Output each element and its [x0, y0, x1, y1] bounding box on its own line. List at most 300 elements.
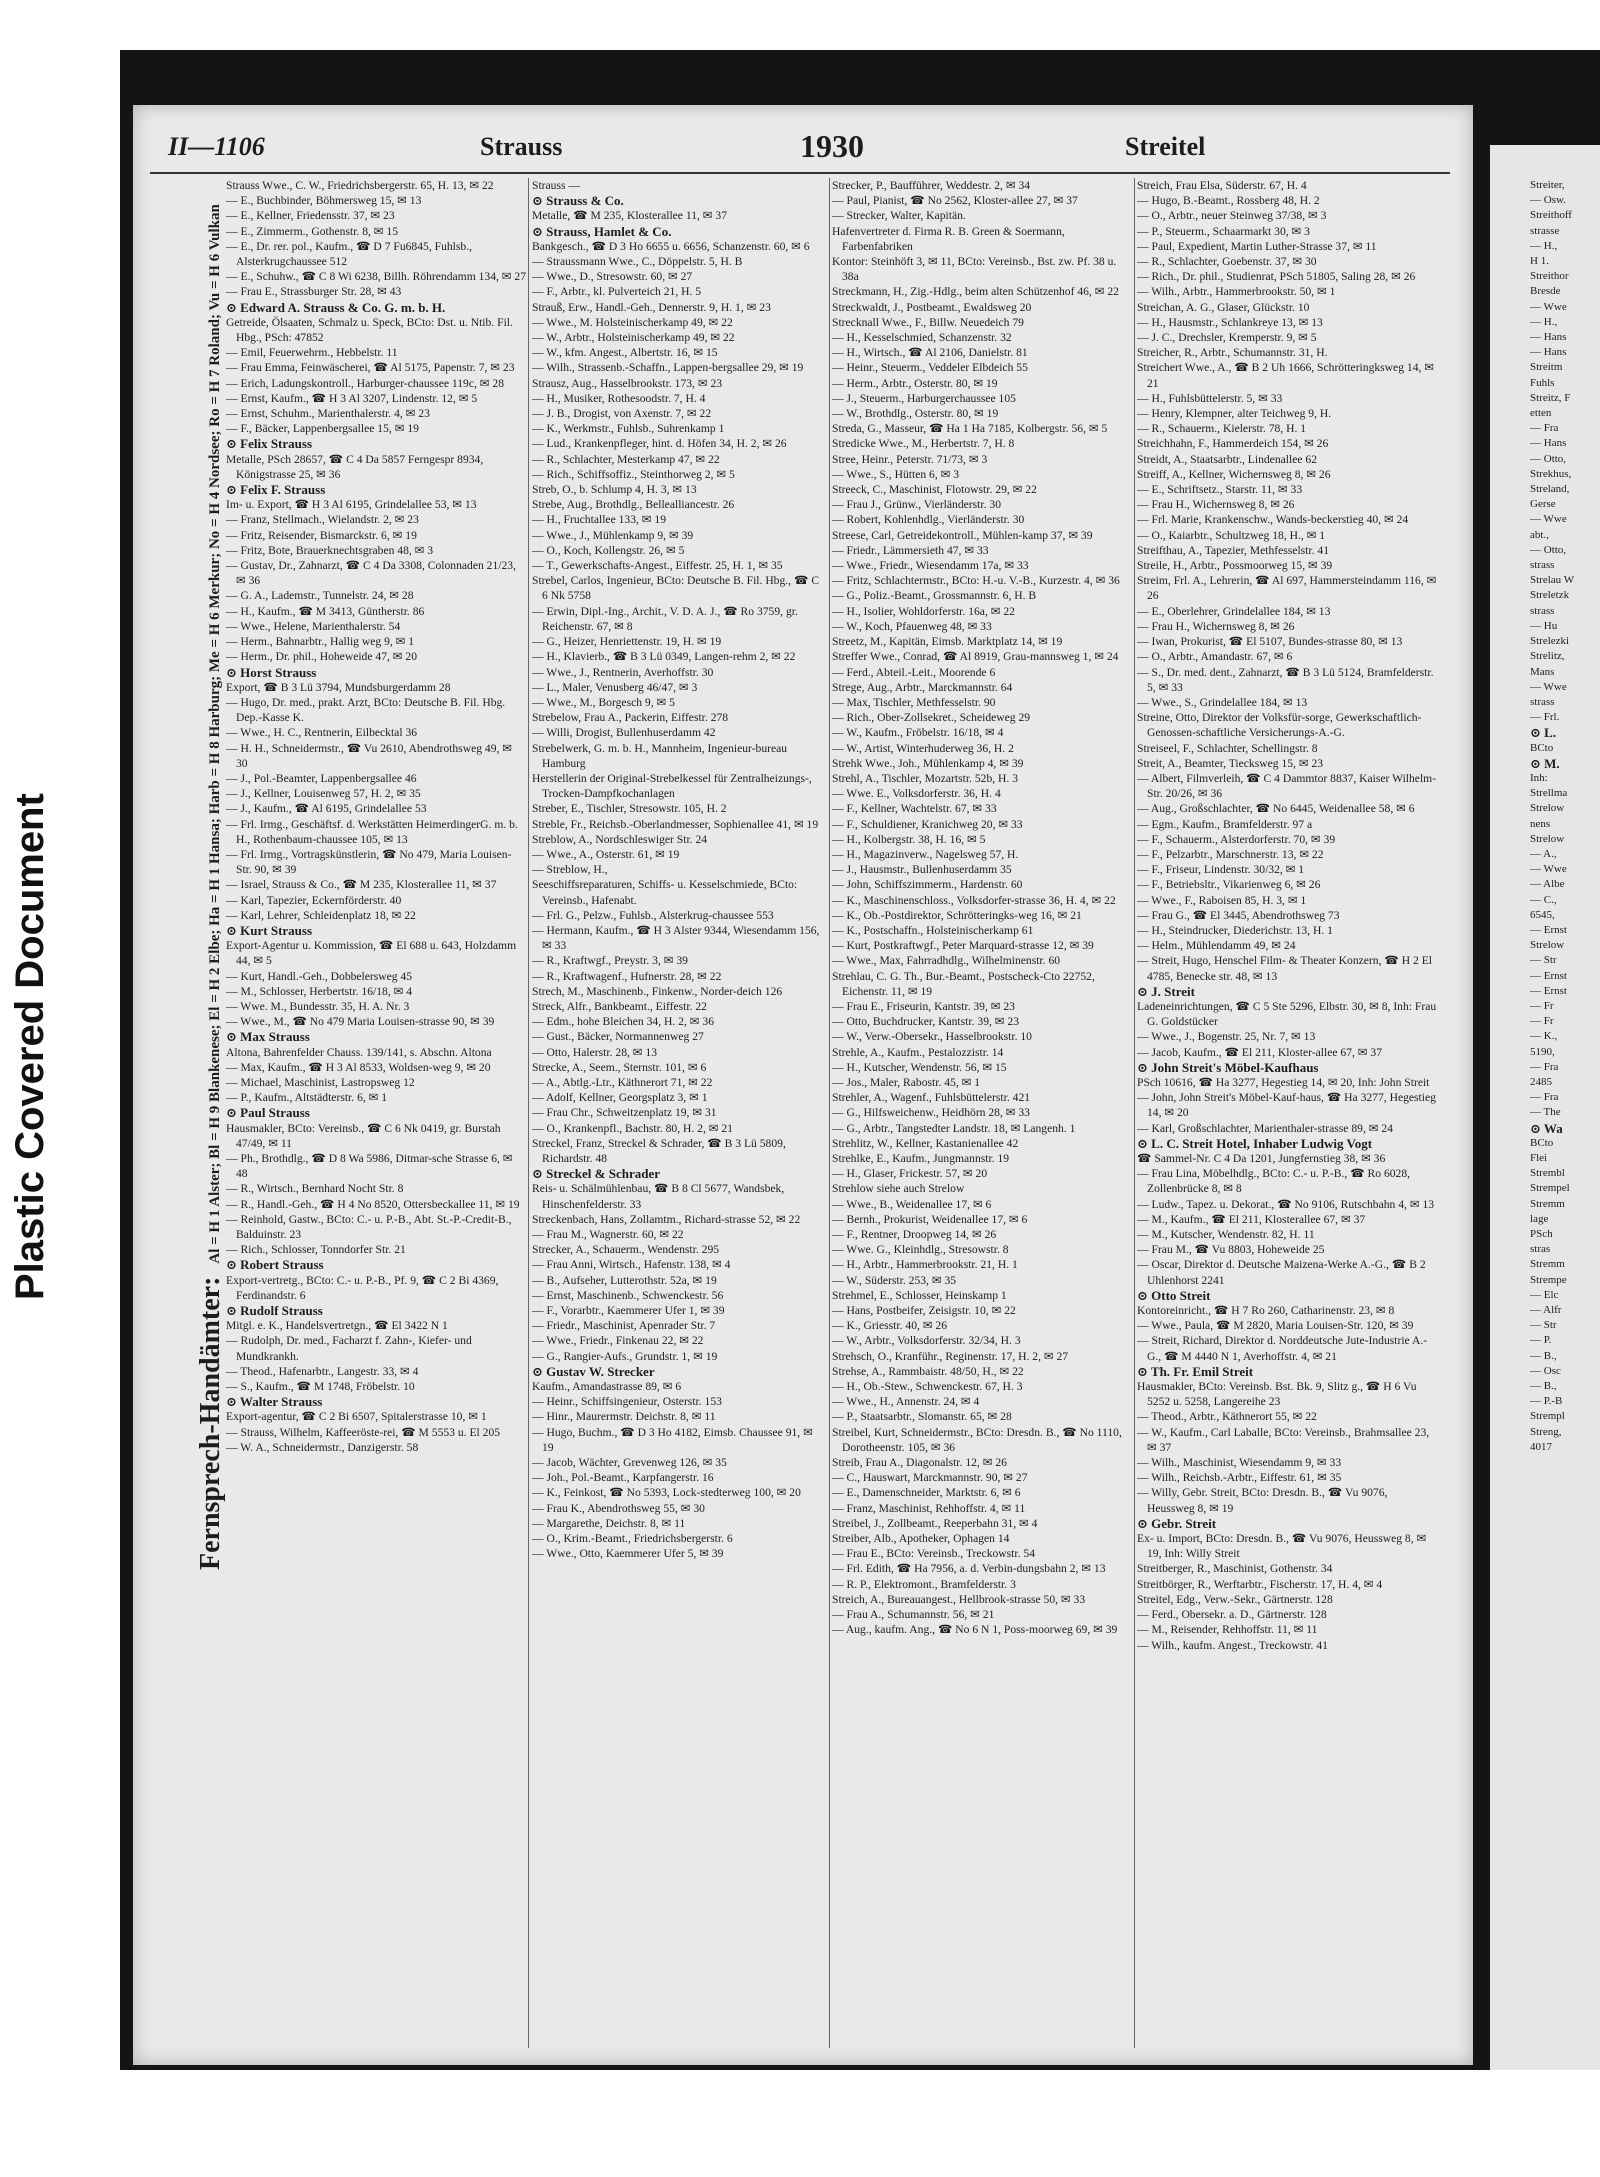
directory-entry: — Paul, Expedient, Martin Luther-Strasse 37, ✉ 11: [1137, 239, 1377, 253]
directory-entry: — Hugo, Dr. med., prakt. Arzt, BCto: Deutsche B. Fil. Hbg. Dep.-Kasse K.: [226, 695, 506, 725]
directory-entry: — Elc: [1530, 1288, 1559, 1301]
directory-entry: — B., Aufseher, Lutterothstr. 52a, ✉ 19: [532, 1273, 717, 1287]
directory-entry: — Wwe. E., Volksdorferstr. 36, H. 4: [832, 787, 1001, 801]
top-margin: [120, 0, 1600, 50]
directory-entry: Strekhus,: [1530, 467, 1572, 480]
directory-entry: — H., Klavierb., ☎ B 3 Lü 0349, Langen-rehm 2, ✉ 22: [532, 650, 796, 664]
directory-entry: Altona, Bahrenfelder Chauss. 139/141, s. Abschn. Altona: [226, 1045, 492, 1059]
directory-entry: — W., Kaufm., Carl Laballe, BCto: Vereinsb., Brahmsallee 23, ✉ 37: [1137, 1425, 1430, 1454]
directory-entry: — H., Ob.-Stew., Schwenckestr. 67, H. 3: [832, 1380, 1023, 1394]
directory-entry: — Osc: [1530, 1364, 1561, 1377]
telephone-exchange-strip: [195, 170, 229, 1570]
directory-entry: Inh:: [1530, 771, 1548, 784]
directory-entry: — Wwe., M., Borgesch 9, ✉ 5: [532, 695, 675, 709]
directory-entry: — John, John Streit's Möbel-Kauf-haus, ☎ Ha 3277, Hegestieg 14, ✉ 20: [1137, 1091, 1436, 1120]
directory-entry: — Wwe., J., Rentnerin, Averhoffstr. 30: [532, 665, 714, 679]
directory-entry: — Robert, Kohlenhdlg., Vierländerstr. 30: [832, 513, 1025, 527]
directory-entry: — C., Hauswart, Marckmannstr. 90, ✉ 27: [832, 1471, 1028, 1485]
directory-entry: — R., Kraftwagenf., Hufnerstr. 28, ✉ 22: [532, 969, 722, 983]
directory-entry: ⊙ Th. Fr. Emil Streit: [1137, 1363, 1254, 1379]
directory-entry: — W., Süderstr. 253, ✉ 35: [832, 1273, 957, 1287]
directory-entry: — F., Vorarbtr., Kaemmerer Ufer 1, ✉ 39: [532, 1304, 725, 1318]
directory-entry: Streda, G., Masseur, ☎ Ha 1 Ha 7185, Kolbergstr. 56, ✉ 5: [832, 422, 1108, 436]
directory-entry: — Wwe., M. Holsteinischerkamp 49, ✉ 22: [532, 315, 733, 329]
directory-entry: ⊙ Max Strauss: [226, 1029, 310, 1045]
directory-entry: — G., Poliz.-Beamt., Grossmannstr. 6, H. B: [832, 589, 1037, 603]
directory-entry: — Willy, Gebr. Streit, BCto: Dresdn. B., ☎ Vu 9076, Heussweg 8, ✉ 19: [1137, 1486, 1388, 1515]
directory-entry: Streber, E., Tischler, Stresowstr. 105, H. 2: [532, 802, 727, 816]
directory-entry: ⊙ L. C. Streit Hotel, Inhaber Ludwig Vogt: [1137, 1135, 1373, 1151]
directory-entry: Streiber, Alb., Apotheker, Ophagen 14: [832, 1532, 1010, 1546]
directory-entry: Strehlau, C. G. Th., Bur.-Beamt., Postscheck-Cto 22752, Eichenstr. 11, ✉ 19: [832, 969, 1095, 998]
directory-entry: Export-vertretg., BCto: C.- u. P.-B., Pf. 9, ☎ C 2 Bi 4369, Ferdinandstr. 6: [226, 1273, 499, 1302]
directory-entry: — Gustav, Dr., Zahnarzt, ☎ C 4 Da 3308, Colonnaden 21/23, ✉ 36: [226, 559, 516, 588]
directory-entry: — H.,: [1530, 315, 1558, 328]
directory-entry: — W., Artist, Winterhuderweg 36, H. 2: [832, 741, 1014, 755]
directory-entry: — Gust., Bäcker, Normannenweg 27: [532, 1030, 704, 1044]
directory-entry: — Wwe., Helene, Marienthalerstr. 54: [226, 619, 401, 633]
column-divider: [528, 178, 529, 2048]
directory-entry: Streichan, A. G., Glaser, Glückstr. 10: [1137, 300, 1310, 314]
directory-entry: — Wilh., kaufm. Angest., Treckowstr. 41: [1137, 1638, 1328, 1652]
directory-entry: — E., Dr. rer. pol., Kaufm., ☎ D 7 Fu6845, Fuhlsb., Alsterkrugchaussee 512: [226, 239, 472, 269]
directory-entry: — Rich., Dr. phil., Studienrat, PSch 51805, Saling 28, ✉ 26: [1137, 270, 1416, 284]
directory-entry: — Wwe., J., Mühlenkamp 9, ✉ 39: [532, 528, 694, 542]
directory-entry: — Friedr., Lämmersieth 47, ✉ 33: [832, 543, 989, 557]
directory-entry: — Otto, Buchdrucker, Kantstr. 39, ✉ 23: [832, 1015, 1019, 1029]
directory-entry: — Frau E., BCto: Vereinsb., Treckowstr. 54: [832, 1547, 1036, 1561]
directory-entry: — Ferd., Abteil.-Leit., Moorende 6: [832, 665, 996, 679]
directory-entry: — W., kfm. Angest., Albertstr. 16, ✉ 15: [532, 346, 718, 360]
directory-entry: strass: [1530, 604, 1555, 617]
directory-entry: — W., Verw.-Obersekr., Hasselbrookstr. 10: [832, 1030, 1032, 1044]
directory-entry: Hafenvertreter d. Firma R. B. Green & Soermann, Farbenfabriken: [832, 224, 1065, 253]
directory-entry: — Frau M., ☎ Vu 8803, Hoheweide 25: [1137, 1243, 1325, 1257]
directory-entry: — Fritz, Schlachtermstr., BCto: H.-u. V.-B., Kurzestr. 4, ✉ 36: [832, 574, 1120, 588]
directory-entry: — Strauss, Wilhelm, Kaffeeröste-rei, ☎ M 5553 u. El 205: [226, 1425, 501, 1439]
directory-entry: Streib, Frau A., Diagonalstr. 12, ✉ 26: [832, 1456, 1007, 1470]
directory-entry: Strege, Aug., Arbtr., Marckmannstr. 64: [832, 680, 1013, 694]
directory-entry: etten: [1530, 407, 1552, 420]
directory-entry: Strecker, A., Schauerm., Wendenstr. 295: [532, 1243, 720, 1257]
directory-entry: — R., Kraftwgf., Preystr. 3, ✉ 39: [532, 954, 688, 968]
directory-entry: ☎ Sammel-Nr. C 4 Da 1201, Jungfernstieg 38, ✉ 36: [1137, 1152, 1386, 1165]
directory-entry: ⊙ Paul Strauss: [226, 1105, 310, 1121]
directory-entry: — S., Dr. med. dent., Zahnarzt, ☎ B 3 Lü 5124, Bramfelderstr. 5, ✉ 33: [1137, 665, 1434, 694]
directory-entry: — Wwe., S., Hütten 6, ✉ 3: [832, 467, 960, 481]
directory-entry: — Franz, Stellmach., Wielandstr. 2, ✉ 23: [226, 513, 419, 527]
directory-entry: — Rudolph, Dr. med., Facharzt f. Zahn-, Kiefer- und Mundkrankh.: [226, 1334, 472, 1363]
column-divider: [1134, 178, 1135, 2048]
directory-entry: Strehle, A., Kaufm., Pestalozzistr. 14: [832, 1045, 1004, 1059]
directory-entry: Strelow: [1530, 939, 1565, 952]
directory-entry: — Egm., Kaufm., Bramfelderstr. 97 a: [1137, 817, 1313, 831]
strip-lines: Al = H 1 Alster; Bl = H 9 Blankenese; El = H 2 Elbe; Ha = H 1 Hansa; Harb = H 8 Harburg; Me = H 6 Merkur; No = H 4 Nordsee; Ro = H 7 Roland; Vu = H 6 Vulkan: [207, 204, 223, 1264]
directory-entry: Streck, Alfr., Bankbeamt., Eiffestr. 22: [532, 999, 707, 1013]
strip-title: Fernsprech-Handämter:: [195, 1276, 226, 1570]
directory-entry: — Wwe., D., Stresowstr. 60, ✉ 27: [532, 270, 693, 284]
directory-entry: Ex- u. Import, BCto: Dresdn. B., ☎ Vu 9076, Heussweg 8, ✉ 19, Inh: Willy Streit: [1137, 1532, 1427, 1561]
directory-entry: ⊙ Horst Strauss: [226, 664, 317, 680]
directory-entry: Metalle, ☎ M 235, Klosterallee 11, ✉ 37: [532, 209, 728, 223]
column-3: [832, 178, 1132, 2048]
directory-entry: — P., Steuerm., Schaarmarkt 30, ✉ 3: [1137, 224, 1310, 238]
directory-entry: — Wwe: [1530, 300, 1567, 313]
directory-entry: — Edm., hohe Bleichen 34, H. 2, ✉ 36: [532, 1015, 714, 1029]
directory-entry: Strecke, A., Seem., Sternstr. 101, ✉ 6: [532, 1060, 707, 1074]
directory-entry: Streletzk: [1530, 589, 1570, 602]
directory-entry: Ladeneinrichtungen, ☎ C 5 Ste 5296, Elbstr. 30, ✉ 8, Inh: Frau G. Goldstücker: [1137, 999, 1437, 1029]
bottom-margin: [120, 2070, 1600, 2177]
directory-entry: — F., Kellner, Wachtelstr. 67, ✉ 33: [832, 802, 997, 816]
directory-entry: Streitz, F: [1530, 391, 1571, 404]
directory-entry: Strauss —: [532, 179, 580, 192]
directory-entry: ⊙ Streckel & Schrader: [532, 1166, 660, 1182]
directory-entry: Metalle, PSch 28657, ☎ C 4 Da 5857 Ferngespr 8934, Königstrasse 25, ✉ 36: [226, 452, 484, 481]
directory-entry: — John, Schiffszimmerm., Hardenstr. 60: [832, 878, 1023, 892]
directory-entry: — K., Griesstr. 40, ✉ 26: [832, 1319, 948, 1333]
directory-entry: Mitgl. e. K., Handelsvertretgn., ☎ El 3422 N 1: [226, 1319, 448, 1333]
directory-entry: Herstellerin der Original-Strebelkessel für Zentralheizungs-, Trocken-Dampfkochanlagen: [532, 771, 812, 801]
directory-entry: — Jacob, Kaufm., ☎ El 211, Kloster-allee 67, ✉ 37: [1137, 1045, 1383, 1059]
directory-entry: — Frau H., Wichernsweg 8, ✉ 26: [1137, 619, 1295, 633]
directory-entry: — Ernst: [1530, 969, 1567, 982]
directory-entry: Reis- u. Schälmühlenbau, ☎ B 8 Cl 5677, Wandsbek, Hinschenfelderstr. 33: [532, 1182, 785, 1211]
directory-entry: Fuhls: [1530, 376, 1555, 389]
directory-entry: — E., Schriftsetz., Starstr. 11, ✉ 33: [1137, 483, 1303, 497]
directory-entry: Strauß, Erw., Handl.-Geh., Dennerstr. 9, H. 1, ✉ 23: [532, 300, 771, 314]
directory-entry: Streckenbach, Hans, Zollamtm., Richard-strasse 52, ✉ 22: [532, 1212, 801, 1226]
directory-entry: 6545,: [1530, 908, 1555, 921]
directory-entry: — Helm., Mühlendamm 49, ✉ 24: [1137, 939, 1296, 953]
directory-entry: — R. P., Elektromont., Bramfelderstr. 3: [832, 1577, 1016, 1591]
directory-entry: ⊙ Strauss, Hamlet & Co.: [532, 223, 672, 239]
column-2: [532, 178, 827, 2048]
directory-entry: — Str: [1530, 954, 1557, 967]
directory-entry: Strellma: [1530, 787, 1568, 800]
directory-entry: Streidt, A., Staatsarbtr., Lindenallee 62: [1137, 452, 1317, 466]
directory-entry: — A., Abtlg.-Ltr., Käthnerort 71, ✉ 22: [532, 1075, 713, 1089]
directory-entry: Strelezki: [1530, 635, 1570, 648]
directory-entry: strass: [1530, 559, 1555, 572]
header-year: 1930: [800, 128, 864, 164]
directory-entry: strass: [1530, 695, 1555, 708]
directory-entry: — P.-B: [1530, 1395, 1563, 1408]
directory-entry: — Hugo, B.-Beamt., Rossberg 48, H. 2: [1137, 194, 1320, 208]
directory-entry: — G. A., Lademstr., Tunnelstr. 24, ✉ 28: [226, 589, 414, 603]
directory-entry: Streitm: [1530, 361, 1563, 374]
directory-entry: Strehlow siehe auch Strelow: [832, 1182, 965, 1196]
directory-entry: — Fritz, Reisender, Bismarckstr. 6, ✉ 19: [226, 528, 417, 542]
directory-entry: — Max, Kaufm., ☎ H 3 Al 8533, Woldsen-weg 9, ✉ 20: [226, 1060, 491, 1074]
directory-entry: Strehse, A., Rammbaistr. 48/50, H., ✉ 22: [832, 1364, 1024, 1378]
directory-entry: Export-Agentur u. Kommission, ☎ El 688 u. 643, Holzdamm 44, ✉ 5: [226, 939, 517, 968]
directory-entry: — E., Zimmerm., Gothenstr. 8, ✉ 15: [226, 224, 399, 238]
directory-entry: Strembl: [1530, 1167, 1565, 1180]
directory-entry: — Frl. Irmg., Geschäftsf. d. Werkstätten HeimerdingerG. m. b. H., Rothenbaum-chaussee 105, ✉ 13: [226, 817, 518, 846]
directory-entry: Hausmakler, BCto: Vereinsb. Bst. Bk. 9, Slitz g., ☎ H 6 Vu 5252 u. 5258, Langereihe 23: [1137, 1380, 1417, 1409]
directory-entry: PSch 10616, ☎ Ha 3277, Hegestieg 14, ✉ 20, Inh: John Streit: [1137, 1075, 1430, 1089]
directory-entry: — Karl, Großschlachter, Marienthaler-strasse 89, ✉ 24: [1137, 1121, 1393, 1135]
directory-entry: — Lud., Krankenpfleger, hint. d. Höfen 34, H. 2, ✉ 26: [532, 437, 787, 451]
directory-entry: — Streit, Richard, Direktor d. Norddeutsche Jute-Industrie A.-G., ☎ M 4440 N 1, Averhoffstr. 4, ✉ 21: [1137, 1334, 1428, 1363]
directory-entry: — Frau Lina, Möbelhdlg., BCto: C.- u. P.-B., ☎ Ro 6028, Zollenbrücke 8, ✉ 8: [1137, 1167, 1411, 1196]
directory-entry: — W., Kaufm., Fröbelstr. 16/18, ✉ 4: [832, 726, 1004, 740]
directory-entry: Streland,: [1530, 483, 1570, 496]
directory-entry: Strelow: [1530, 832, 1565, 845]
directory-entry: — Hans: [1530, 437, 1567, 450]
directory-entry: — Herm., Arbtr., Osterstr. 80, ✉ 19: [832, 376, 998, 390]
directory-entry: ⊙ Gustav W. Strecker: [532, 1363, 655, 1379]
directory-entry: — Wwe., S., Grindelallee 184, ✉ 13: [1137, 695, 1308, 709]
directory-entry: Strempel: [1530, 1182, 1570, 1195]
directory-entry: — Wwe., H. C., Rentnerin, Eilbecktal 36: [226, 726, 418, 740]
directory-entry: — W., Brothdlg., Osterstr. 80, ✉ 19: [832, 407, 999, 421]
directory-entry: nens: [1530, 817, 1551, 830]
directory-entry: — E., Oberlehrer, Grindelallee 184, ✉ 13: [1137, 604, 1331, 618]
directory-entry: Streitberger, R., Maschinist, Gothenstr. 34: [1137, 1562, 1333, 1576]
header-left-name: Strauss: [480, 132, 563, 161]
directory-entry: — M., Schlosser, Herbertstr. 16/18, ✉ 4: [226, 984, 413, 998]
directory-entry: — H., Magazinverw., Nagelsweg 57, H.: [832, 847, 1019, 861]
directory-entry: — S., Kaufm., ☎ M 1748, Fröbelstr. 10: [226, 1380, 415, 1394]
directory-entry: — Karl, Tapezier, Eckernförderstr. 40: [226, 893, 402, 907]
directory-entry: — Ludw., Tapez. u. Dekorat., ☎ No 9106, Rutschbahn 4, ✉ 13: [1137, 1197, 1435, 1211]
directory-entry: ⊙ Strauss & Co.: [532, 193, 624, 209]
page-header: [150, 128, 1450, 172]
directory-entry: — Wwe., Friedr., Finkenau 22, ✉ 22: [532, 1334, 704, 1348]
directory-entry: — J. B., Drogist, von Axenstr. 7, ✉ 22: [532, 407, 712, 421]
directory-entry: ⊙ L.: [1530, 725, 1557, 741]
directory-entry: Strehmel, E., Schlosser, Heinskamp 1: [832, 1288, 1007, 1302]
directory-entry: — Wwe., F., Raboisen 85, H. 3, ✉ 1: [1137, 893, 1307, 907]
directory-entry: lage: [1530, 1212, 1549, 1225]
directory-entry: — P.: [1530, 1334, 1552, 1347]
directory-entry: — Frau K., Abendrothsweg 55, ✉ 30: [532, 1501, 705, 1515]
column-5-partial: [1530, 178, 1600, 2048]
directory-entry: ⊙ Walter Strauss: [226, 1394, 323, 1410]
directory-entry: — O., Arbtr., neuer Steinweg 37/38, ✉ 3: [1137, 209, 1327, 223]
directory-entry: — R., Handl.-Geh., ☎ H 4 No 8520, Ottersbeckallee 11, ✉ 19: [226, 1197, 520, 1211]
directory-entry: — E., Buchbinder, Böhmersweg 15, ✉ 13: [226, 194, 422, 208]
directory-entry: ⊙ Gebr. Streit: [1137, 1515, 1217, 1531]
directory-entry: — Wwe., B., Weidenallee 17, ✉ 6: [832, 1197, 992, 1211]
directory-entry: — Hans: [1530, 346, 1567, 359]
directory-entry: 5190,: [1530, 1045, 1555, 1058]
directory-entry: — Hu: [1530, 619, 1558, 632]
directory-entry: ⊙ John Streit's Möbel-Kaufhaus: [1137, 1059, 1319, 1075]
directory-entry: — Fra: [1530, 1091, 1559, 1104]
directory-entry: — Albe: [1530, 878, 1565, 891]
directory-entry: — M., Reisender, Rehhoffstr. 11, ✉ 11: [1137, 1623, 1318, 1637]
directory-entry: 2485: [1530, 1075, 1552, 1088]
directory-entry: — H., Kesselschmied, Schanzenstr. 32: [832, 331, 1012, 345]
directory-entry: — Jacob, Wächter, Grevenweg 126, ✉ 35: [532, 1456, 727, 1470]
directory-entry: — Wwe. G., Kleinhdlg., Stresowstr. 8: [832, 1243, 1009, 1257]
directory-entry: — G., Arbtr., Tangstedter Landstr. 18, ✉ Langenh. 1: [832, 1121, 1076, 1135]
directory-entry: — Israel, Strauss & Co., ☎ M 235, Klosterallee 11, ✉ 37: [226, 878, 497, 892]
directory-entry: — Albert, Filmverleih, ☎ C 4 Dammtor 8837, Kaiser Wilhelm-Str. 20/26, ✉ 36: [1137, 771, 1437, 801]
directory-entry: — Hinr., Maurermstr. Deichstr. 8, ✉ 11: [532, 1410, 716, 1424]
directory-entry: — Wwe. M., Bundesstr. 35, H. A. Nr. 3: [226, 999, 410, 1013]
directory-entry: — J., Steuerm., Harburgerchaussee 105: [832, 391, 1016, 405]
directory-entry: — W., Arbtr., Volksdorferstr. 32/34, H. 3: [832, 1334, 1021, 1348]
directory-entry: Strausz, Aug., Hasselbrookstr. 173, ✉ 23: [532, 376, 723, 390]
directory-entry: — Wwe: [1530, 863, 1567, 876]
directory-entry: Streibel, J., Zollbeamt., Reeperbahn 31, ✉ 4: [832, 1516, 1038, 1530]
directory-entry: — K., Feinkost, ☎ No 5393, Lock-stedterweg 100, ✉ 20: [532, 1486, 801, 1500]
directory-entry: — Oscar, Direktor d. Deutsche Maizena-Werke A.-G., ☎ B 2 Uhlenhorst 2241: [1137, 1258, 1426, 1287]
directory-entry: — Rich., Schlosser, Tonndorfer Str. 21: [226, 1243, 406, 1257]
directory-entry: Strecknall Wwe., F., Billw. Neuedeich 79: [832, 315, 1024, 329]
directory-entry: — Frau A., Schumannstr. 56, ✉ 21: [832, 1608, 995, 1622]
directory-entry: Gerse: [1530, 498, 1556, 511]
directory-entry: Strempl: [1530, 1410, 1565, 1423]
directory-entry: — Joh., Pol.-Beamt., Karpfangerstr. 16: [532, 1471, 714, 1485]
directory-entry: ⊙ Wa: [1530, 1120, 1563, 1136]
directory-entry: — O., Krankenpfl., Bachstr. 80, H. 2, ✉ 21: [532, 1121, 733, 1135]
directory-entry: Strelau W: [1530, 574, 1575, 587]
directory-entry: ⊙ Robert Strauss: [226, 1257, 324, 1273]
directory-entry: — Heinr., Schiffsingenieur, Osterstr. 153: [532, 1395, 722, 1409]
directory-entry: — Fr: [1530, 1015, 1554, 1028]
directory-entry: — H., Kaufm., ☎ M 3413, Güntherstr. 86: [226, 604, 425, 618]
directory-entry: ⊙ Otto Streit: [1137, 1287, 1211, 1303]
directory-entry: Mans: [1530, 665, 1555, 678]
directory-entry: — B.,: [1530, 1349, 1557, 1362]
directory-entry: Stremm: [1530, 1197, 1565, 1210]
directory-entry: — Erwin, Dipl.-Ing., Archit., V. D. A. J., ☎ Ro 3759, gr. Reichenstr. 67, ✉ 8: [532, 604, 798, 633]
directory-entry: — Otto, Halerstr. 28, ✉ 13: [532, 1045, 657, 1059]
directory-entry: — Herm., Bahnarbtr., Hallig weg 9, ✉ 1: [226, 635, 415, 649]
directory-entry: — Ernst, Kaufm., ☎ H 3 Al 3207, Lindenstr. 12, ✉ 5: [226, 391, 478, 405]
directory-entry: — The: [1530, 1106, 1561, 1119]
directory-entry: — Frau H., Wichernsweg 8, ✉ 26: [1137, 498, 1295, 512]
directory-entry: — Otto,: [1530, 543, 1567, 556]
directory-entry: Strehlitz, W., Kellner, Kastanienallee 42: [832, 1136, 1019, 1150]
directory-entry: — Ernst, Maschinenb., Schwenckestr. 56: [532, 1288, 724, 1302]
directory-entry: — A.,: [1530, 847, 1557, 860]
directory-entry: — Michael, Maschinist, Lastropsweg 12: [226, 1075, 415, 1089]
directory-entry: Streffer Wwe., Conrad, ☎ Al 8919, Grau-mannsweg 1, ✉ 24: [832, 650, 1119, 664]
directory-entry: ⊙ Edward A. Strauss & Co. G. m. b. H.: [226, 299, 446, 315]
directory-entry: Strauss Wwe., C. W., Friedrichsbergerstr. 65, H. 13, ✉ 22: [226, 179, 494, 192]
directory-entry: Strech, M., Maschinenb., Finkenw., Norder-deich 126: [532, 984, 783, 998]
directory-entry: ⊙ Kurt Strauss: [226, 922, 313, 938]
directory-entry: — J., Hausmstr., Bullenhuserdamm 35: [832, 863, 1012, 877]
directory-entry: — H., Isolier, Wohldorferstr. 16a, ✉ 22: [832, 604, 1015, 618]
directory-entry: BCto: [1530, 741, 1554, 754]
directory-entry: — P., Staatsarbtr., Slomanstr. 65, ✉ 28: [832, 1410, 1012, 1424]
directory-entry: — Paul, Pianist, ☎ No 2562, Kloster-allee 27, ✉ 37: [832, 194, 1078, 208]
directory-entry: Kontor: Steinhöft 3, ✉ 11, BCto: Vereinsb., Bst. zw. Pf. 38 u. 38a: [832, 255, 1117, 284]
directory-entry: — P., Kaufm., Altstädterstr. 6, ✉ 1: [226, 1091, 388, 1105]
directory-entry: — Wwe., Max, Fahrradhdlg., Wilhelminenstr. 60: [832, 954, 1061, 968]
directory-entry: — Ernst: [1530, 984, 1567, 997]
directory-entry: — Frl. G., Pelzw., Fuhlsb., Alsterkrug-chaussee 553: [532, 908, 774, 922]
directory-entry: ⊙ Rudolf Strauss: [226, 1303, 323, 1319]
directory-entry: — H., Arbtr., Hammerbrookstr. 21, H. 1: [832, 1258, 1018, 1272]
directory-entry: — Iwan, Prokurist, ☎ El 5107, Bundes-strasse 80, ✉ 13: [1137, 635, 1403, 649]
directory-entry: — Frl.: [1530, 711, 1560, 724]
directory-entry: Streeck, C., Maschinist, Flotowstr. 29, ✉ 22: [832, 483, 1037, 497]
directory-entry: — C.,: [1530, 893, 1557, 906]
directory-entry: — J., Kaufm., ☎ Al 6195, Grindelallee 53: [226, 802, 427, 816]
directory-entry: — Willi, Drogist, Bullenhuserdamm 42: [532, 726, 716, 740]
directory-entry: — F., Betriebsltr., Vikarienweg 6, ✉ 26: [1137, 878, 1321, 892]
directory-entry: Streifthau, A., Tapezier, Methfesselstr. 41: [1137, 543, 1330, 557]
directory-entry: — Hermann, Kaufm., ☎ H 3 Alster 9344, Wiesendamm 156, ✉ 33: [532, 923, 820, 953]
directory-entry: Streiff, A., Kellner, Wichernsweg 8, ✉ 26: [1137, 467, 1331, 481]
directory-entry: Streicher, R., Arbtr., Schumannstr. 31, H.: [1137, 346, 1328, 360]
directory-entry: BCto: [1530, 1136, 1554, 1149]
directory-entry: — Herm., Dr. phil., Hoheweide 47, ✉ 20: [226, 650, 417, 664]
directory-entry: — O., Koch, Kollengstr. 26, ✉ 5: [532, 543, 685, 557]
directory-entry: — Adolf, Kellner, Georgsplatz 3, ✉ 1: [532, 1091, 708, 1105]
directory-entry: Strecker, P., Baufführer, Weddestr. 2, ✉ 34: [832, 179, 1031, 192]
directory-entry: — Wwe., Paula, ☎ M 2820, Maria Louisen-Str. 120, ✉ 39: [1137, 1319, 1414, 1333]
directory-entry: — K., Werkmstr., Fuhlsb., Suhrenkamp 1: [532, 422, 725, 436]
directory-entry: — Theod., Arbtr., Käthnerort 55, ✉ 22: [1137, 1410, 1317, 1424]
directory-entry: — Reinhold, Gastw., BCto: C.- u. P.-B., Abt. St.-P.-Credit-B., Balduinstr. 23: [226, 1212, 512, 1242]
directory-entry: Export, ☎ B 3 Lü 3794, Mundsburgerdamm 28: [226, 680, 451, 694]
side-label: Plastic Covered Document: [8, 793, 52, 1300]
directory-entry: — G., Rangier-Aufs., Grundstr. 1, ✉ 19: [532, 1349, 718, 1363]
directory-entry: — Wilh., Reichsb.-Arbtr., Eiffestr. 61, ✉ 35: [1137, 1471, 1342, 1485]
directory-entry: — G., Heizer, Henriettenstr. 19, H. ✉ 19: [532, 635, 722, 649]
directory-entry: — Fra: [1530, 1060, 1559, 1073]
directory-entry: ⊙ M.: [1530, 755, 1560, 771]
column-4: [1137, 178, 1437, 2048]
directory-entry: — Frau G., ☎ El 3445, Abendrothsweg 73: [1137, 908, 1340, 922]
directory-entry: Strebelwerk, G. m. b. H., Mannheim, Ingenieur-bureau Hamburg: [532, 741, 788, 770]
directory-entry: — E., Damenschneider, Marktstr. 6, ✉ 6: [832, 1486, 1021, 1500]
directory-entry: — Frau Chr., Schweitzenplatz 19, ✉ 31: [532, 1106, 717, 1120]
directory-entry: — Str: [1530, 1319, 1557, 1332]
directory-entry: — J., Pol.-Beamter, Lappenbergsallee 46: [226, 771, 417, 785]
directory-entry: — Wilh., Arbtr., Hammerbrookstr. 50, ✉ 1: [1137, 285, 1336, 299]
directory-entry: — J., Kellner, Louisenweg 57, H. 2, ✉ 35: [226, 787, 421, 801]
directory-entry: — Rich., Ober-Zollsekret., Scheideweg 29: [832, 711, 1031, 725]
directory-entry: — F., Rentner, Droopweg 14, ✉ 26: [832, 1228, 997, 1242]
directory-entry: Streithor: [1530, 270, 1569, 283]
directory-entry: — Streit, Hugo, Henschel Film- & Theater Konzern, ☎ H 2 El 4785, Benecke str. 48, ✉ 13: [1137, 954, 1432, 983]
header-right-name: Streitel: [1125, 132, 1206, 161]
directory-entry: — O., Arbtr., Amandastr. 67, ✉ 6: [1137, 650, 1293, 664]
directory-entry: Streblow, A., Nordschleswiger Str. 24: [532, 832, 708, 846]
directory-entry: — Rich., Schiffsoffiz., Steinthorweg 2, ✉ 5: [532, 467, 735, 481]
directory-entry: Streich, Frau Elsa, Süderstr. 67, H. 4: [1137, 179, 1307, 192]
directory-entry: — H., Fuhlsbüttelerstr. 5, ✉ 33: [1137, 391, 1283, 405]
directory-entry: — F., Friseur, Lindenstr. 30/32, ✉ 1: [1137, 863, 1305, 877]
directory-entry: — Max, Tischler, Methfesselstr. 90: [832, 695, 996, 709]
directory-entry: — Hans: [1530, 331, 1567, 344]
directory-entry: — R., Schlachter, Goebenstr. 37, ✉ 30: [1137, 255, 1317, 269]
directory-entry: — Margarethe, Deichstr. 8, ✉ 11: [532, 1516, 686, 1530]
directory-entry: — K., Maschinenschloss., Volksdorfer-strasse 36, H. 4, ✉ 22: [832, 893, 1116, 907]
directory-entry: Streichert Wwe., A., ☎ B 2 Uh 1666, Schrötteringksweg 14, ✉ 21: [1137, 361, 1434, 390]
directory-entry: — Frau M., Wagnerstr. 60, ✉ 22: [532, 1228, 684, 1242]
directory-entry: — Ph., Brothdlg., ☎ D 8 Wa 5986, Ditmar-sche Strasse 6, ✉ 48: [226, 1152, 513, 1181]
directory-entry: — Friedr., Maschinist, Apenrader Str. 7: [532, 1319, 716, 1333]
directory-entry: — Ferd., Obersekr. a. D., Gärtnerstr. 128: [1137, 1608, 1327, 1622]
directory-entry: — K., Ob.-Postdirektor, Schrötteringks-weg 16, ✉ 21: [832, 908, 1082, 922]
directory-entry: Strelow: [1530, 802, 1565, 815]
directory-entry: Strehsch, O., Kranführ., Reginenstr. 17, H. 2, ✉ 27: [832, 1349, 1069, 1363]
directory-entry: — H., Kutscher, Wendenstr. 56, ✉ 15: [832, 1060, 1007, 1074]
directory-entry: Streetz, M., Kapitän, Eimsb. Marktplatz 14, ✉ 19: [832, 635, 1063, 649]
directory-entry: — Wwe., M., ☎ No 479 Maria Louisen-strasse 90, ✉ 39: [226, 1015, 495, 1029]
